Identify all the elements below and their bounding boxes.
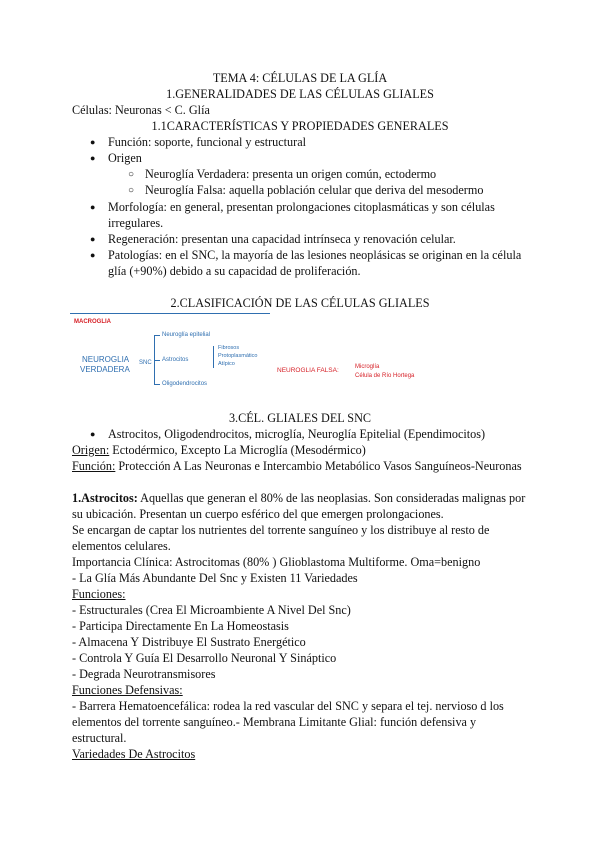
- snc-label: SNC: [139, 360, 152, 366]
- importancia-clinica: Importancia Clínica: Astrocitomas (80% ) Glioblastoma Multiforme. Oma=benigno: [72, 555, 481, 569]
- bullet-icon: ●: [90, 137, 96, 147]
- fibrosos-label: Fibrosos: [218, 345, 240, 351]
- celulas-line: Células: Neuronas < C. Glía: [72, 103, 210, 117]
- oligodendrocitos-label: Oligodendrocitos: [162, 381, 208, 387]
- bullet-icon: ●: [90, 153, 96, 163]
- patologias-item: Patologías: en el SNC, la mayoría de las lesiones neoplásicas se originan en la célula: [108, 248, 522, 262]
- bullet-icon: ●: [90, 234, 96, 244]
- origen-text: Ectodérmico, Excepto La Microglía (Mesodérmico): [109, 443, 366, 457]
- funcion-line: [72, 459, 522, 474]
- funcion-item: - Participa Directamente En La Homeostasis: [72, 619, 289, 633]
- glial-types-item: Astrocitos, Oligodendrocitos, microglía, Neuroglía Epitelial (Ependimocitos): [108, 427, 486, 441]
- funcion-item: Función: soporte, funcional y estructural: [108, 135, 306, 149]
- defensivas-line-3: estructural.: [72, 731, 127, 745]
- funcion-item: - Estructurales (Crea El Microambiente A Nivel Del Snc): [72, 603, 351, 617]
- bullet-icon: ●: [90, 429, 96, 439]
- protoplasmatico-label: Protoplasmático: [218, 353, 258, 359]
- neuroglia-label: NEUROGLIA: [82, 355, 130, 364]
- funcion-item: - Almacena Y Distribuye El Sustrato Energético: [72, 635, 306, 649]
- variedades-label: Variedades De Astrocitos: [72, 747, 196, 761]
- rio-hortega-label: Célula de Río Hortega: [355, 373, 415, 379]
- astrocitos-line-3: Se encargan de captar los nutrientes del torrente sanguíneo y los distribuye al resto de: [72, 523, 490, 537]
- funciones-defensivas-label: Funciones Defensivas:: [72, 683, 183, 697]
- funcion-item: - Degrada Neurotransmisores: [72, 667, 216, 681]
- astrocitos-line-1: [72, 491, 525, 506]
- morfologia-item: Morfología: en general, presentan prolongaciones citoplasmáticas y son células: [108, 200, 495, 214]
- defensivas-line-2: elementos del torrente sanguíneo.- Membrana Limitante Glial: función defensiva y: [72, 715, 477, 729]
- macroglia-label: MACROGLIA: [74, 319, 111, 325]
- origen-line: [72, 443, 366, 458]
- origen-subitem: Neuroglía Falsa: aquella población celular que deriva del mesodermo: [145, 183, 484, 197]
- funcion-label: Función:: [72, 459, 116, 473]
- section2-heading: 2.CLASIFICACIÓN DE LAS CÉLULAS GLIALES: [170, 296, 430, 310]
- funcion-text: Protección A Las Neuronas e Intercambio Metabólico Vasos Sanguíneos-Neuronas: [115, 459, 522, 473]
- morfologia-item-cont: irregulares.: [108, 216, 164, 230]
- regeneracion-item: Regeneración: presentan una capacidad intrínseca y renovación celular.: [108, 232, 456, 246]
- defensivas-line-1: - Barrera Hematoencefálica: rodea la red vascular del SNC y separa el tej. nervioso d los: [72, 699, 504, 713]
- astrocitos-line-4: elementos celulares.: [72, 539, 171, 553]
- section3-heading: 3.CÉL. GLIALES DEL SNC: [228, 411, 372, 425]
- circle-bullet-icon: ○: [128, 169, 135, 180]
- verdadera-label: VERDADERA: [80, 365, 130, 374]
- neuroglia-falsa-label: NEUROGLIA FALSA:: [277, 367, 339, 374]
- astrocitos-bracket: [213, 346, 214, 368]
- classification-diagram: [70, 313, 530, 393]
- origen-subitem: Neuroglía Verdadera: presenta un origen común, ectodermo: [145, 167, 437, 181]
- neuroglia-epitelial-label: Neuroglía epitelial: [162, 332, 211, 338]
- astrocitos-text: Aquellas que generan el 80% de las neoplasias. Son consideradas malignas por: [137, 491, 526, 505]
- atipico-label: Atípico: [218, 361, 235, 367]
- patologias-item-cont: glía (+90%) debido a su capacidad de proliferación.: [108, 264, 361, 278]
- section1-heading: 1.GENERALIDADES DE LAS CÉLULAS GLIALES: [166, 87, 434, 101]
- astrocitos-label: 1.Astrocitos:: [72, 491, 138, 505]
- circle-bullet-icon: ○: [128, 185, 135, 196]
- origen-label: Origen:: [72, 443, 110, 457]
- bracket-tick: [154, 360, 160, 361]
- bracket-tick: [154, 335, 160, 336]
- microglia-label: Microglía: [355, 364, 380, 370]
- astrocitos-line-2: su ubicación. Presentan un cuerpo esférico del que emergen prolongaciones.: [72, 507, 444, 521]
- section1-subheading: 1.1CARACTERÍSTICAS Y PROPIEDADES GENERALES: [151, 119, 449, 133]
- bullet-icon: ●: [90, 202, 96, 212]
- astrocitos-label: Astrocitos: [162, 357, 189, 363]
- diagram-top-rule: [70, 313, 270, 314]
- bullet-icon: ●: [90, 250, 96, 260]
- glia-abundante: - La Glía Más Abundante Del Snc y Existen 11 Variedades: [72, 571, 358, 585]
- doc-title: TEMA 4: CÉLULAS DE LA GLÍA: [212, 71, 388, 85]
- funcion-item: - Controla Y Guía El Desarrollo Neuronal Y Sináptico: [72, 651, 337, 665]
- origen-item: Origen: [108, 151, 142, 165]
- bracket-tick: [154, 384, 160, 385]
- funciones-label: Funciones:: [72, 587, 126, 601]
